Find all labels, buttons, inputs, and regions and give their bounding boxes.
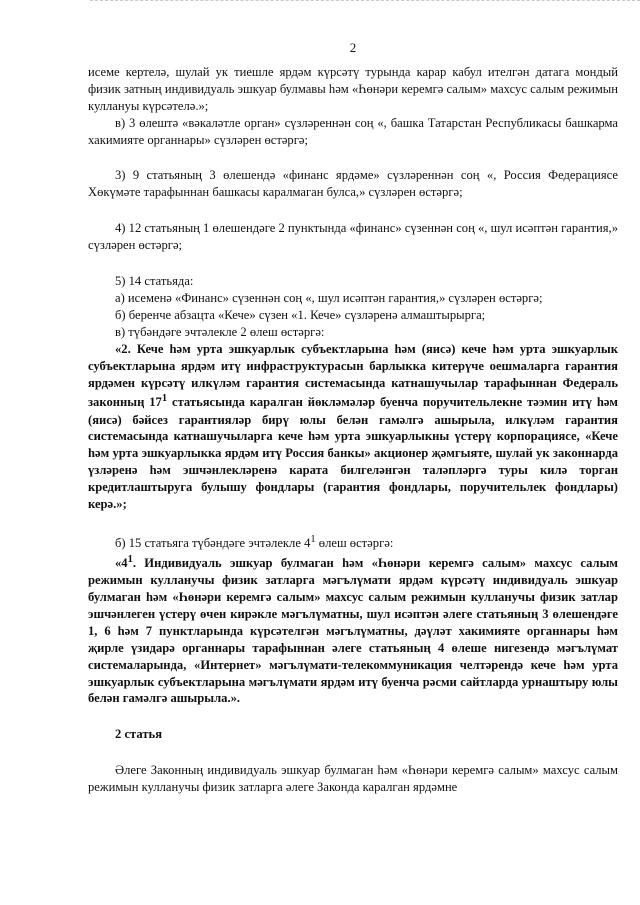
superscript-index: 1	[310, 533, 316, 545]
quoted-part-2-text-cont: статьясында каралган йөкләмәләр буенча поручительлекне тәэмин итү һәм (яисә) бәйсез гарантияләр бирү юлы белән гамәлгә ашырыла, илкүләм гарантия системасында катнашучыларга кече һәм урта эшкуарлыкны үстерү корпорациясе, «Кече һәм урта эшкуарлыкка ярдәм итү Россия банкы» акционер җәмгыяте, шулай ук законнарда үзләренә һәм эшчәнлекләренә карата билгеләнгән таләпләргә туры килә торган кредитлаштыруга булышу фондлары (гарантия фондлары, поручительлек фондлары) керә.»;	[88, 395, 618, 512]
item-6-text-cont: өлеш өстәргә:	[315, 536, 394, 551]
document-page	[88, 40, 618, 796]
paragraph-item-5: 5) 14 статьяда:	[115, 274, 194, 289]
quoted-part-4-1-text: «4	[115, 556, 128, 571]
paragraph-item-5a: а) исеменә «Финанс» сүзеннән соң «, шул исәптән гарантия,» сүзләрен өстәргә;	[115, 290, 543, 305]
superscript-index: 1	[127, 554, 133, 566]
superscript-index: 1	[161, 393, 168, 405]
page-top-edge	[90, 0, 640, 2]
paragraph-amendment-v-part-3: в) 3 өлештә «вәкаләтле орган» сүзләреннән соң «, башка Татарстан Республикасы башкарма хакимияте органнары» сүзләрен өстәргә;	[88, 115, 618, 147]
article-2-heading: 2 статья	[115, 727, 163, 742]
paragraph-quoted-part-4-1	[88, 552, 618, 707]
paragraph-item-6	[88, 532, 618, 552]
paragraph-item-3: 3) 9 статьяның 3 өлешендә «финанс ярдәме» сүзләреннән соң «, Россия Федерациясе Хөкүмәте тарафыннан башкасы каралмаган булса,» сүзләрен өстәргә;	[88, 168, 618, 200]
paragraph-continuation: исеме кертелә, шулай ук тиешле ярдәм күрсәтү турында карар кабул ителгән датага мондый физик затның индивидуаль эшкуар булмавы һәм «Һөнәри керемгә салым» махсус салым режимын куллануы күрсәтелә.»;	[88, 64, 618, 113]
paragraph-item-5b: б) беренче абзацта «Кече» сүзен «1. Кече» сүзләренә алмаштырырга;	[115, 307, 486, 322]
paragraph-quoted-part-2	[88, 341, 618, 513]
page-number: 2	[349, 40, 357, 55]
quoted-part-4-1-text-cont: . Индивидуаль эшкуар булмаган һәм «Һөнәри керемгә салым» махсус салым режимын кулланучы физик затларга мәгълүмати ярдәм күрсәтү индивидуаль эшкуар булмаган һәм «Һөнәри керемгә салым» махсус салым режимын кулланучы физик затлар эшчәнлеген үстерү өчен кирәкле мәгълүматны, шул исәптән әлеге статьяның 3 өлешендәге 1, 6 һәм 7 пунктларында күрсәтелгән мәгълүматны, дәүләт хакимияте органнары һәм җирле үзидарә органнары тарафыннан әлеге статьяның 4 өлеше нигезендә мәгълүмат системаларында, «Интернет» мәгълүмати-телекоммуникация челтәрендә кече һәм урта эшкуарлык субъектларына мәгълүмати ярдәм итү буенча рәсми сайтларда урнаштыру юлы белән гамәлгә ашырыла.».	[88, 556, 618, 706]
quoted-part-2-text: «2. Кече һәм урта эшкуарлык субъектларына һәм (яисә) кече һәм урта эшкуарлык субъектларына ярдәм итү инфраструктурасын барлыкка китерүче оешмаларга гарантия ярдәмен күрсәтү илкүләм гарантия системасында катнашучылар тарафыннан Федераль законның 17	[88, 341, 618, 410]
paragraph-article-2: Әлеге Законның индивидуаль эшкуар булмаган һәм «Һөнәри керемгә салым» махсус салым режимын кулланучы физик затларга әлеге Законда каралган ярдәмне	[88, 763, 618, 795]
paragraph-item-5v: в) түбәндәге эчтәлекле 2 өлеш өстәргә:	[115, 324, 325, 339]
item-6-text: б) 15 статьяга түбәндәге эчтәлекле 4	[115, 536, 311, 551]
paragraph-item-4: 4) 12 статьяның 1 өлешендәге 2 пунктында «финанс» сүзеннән соң «, шул исәптән гарантия,» сүзләрен өстәргә;	[88, 221, 618, 253]
